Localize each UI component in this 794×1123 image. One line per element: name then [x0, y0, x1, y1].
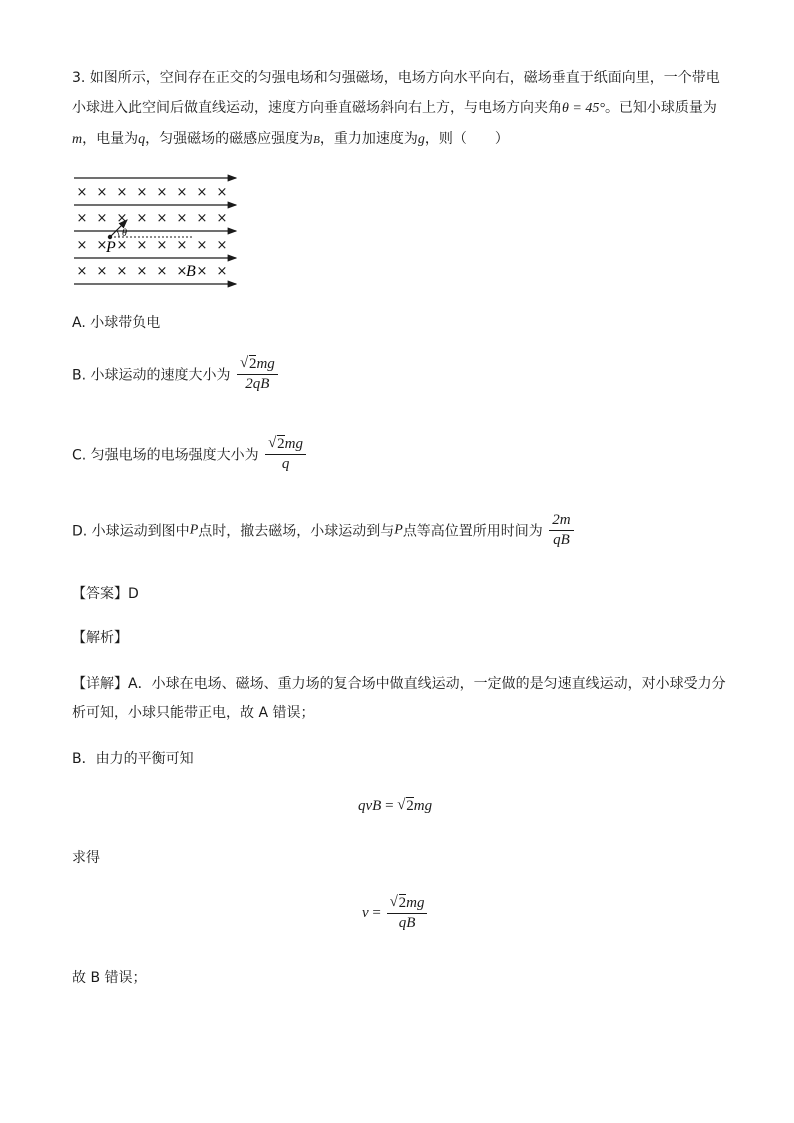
cross-mark: ×: [116, 211, 128, 226]
solve-label: 求得: [72, 850, 100, 866]
question-line-1: 3. 如图所示，空间存在正交的匀强电场和匀强磁场，电场方向水平向右，磁场垂直于纸面向里，一个带电: [72, 70, 720, 86]
cross-mark: ×: [136, 264, 148, 279]
analysis-b-line: B．由力的平衡可知: [72, 751, 194, 767]
equation-force-balance: qvB = √ 2mg: [358, 797, 433, 814]
cross-mark: ×: [196, 211, 208, 226]
option-b-denominator: 2qB: [245, 376, 270, 392]
answer-row: [72, 584, 139, 604]
analysis-detail-1: 【详解】A．小球在电场、磁场、重力场的复合场中做直线运动，一定做的是匀速直线运动，对小球受力分: [72, 676, 726, 692]
question-line-3: m，电量为q，匀强磁场的磁感应强度为B，重力加速度为g，则（ ）: [72, 131, 509, 147]
cross-mark: ×: [156, 211, 168, 226]
field-diagram: [70, 170, 242, 294]
option-b-fraction: √ 2mg 2qB: [237, 356, 278, 393]
cross-mark: ×: [216, 185, 228, 200]
cross-mark: ×: [96, 238, 108, 253]
cross-mark: ×: [216, 264, 228, 279]
cross-mark: ×: [156, 264, 168, 279]
option-c-fraction: √ 2mg q: [265, 436, 306, 473]
equation-velocity: v = √ 2mg qB: [362, 895, 429, 932]
analysis-label: 【解析】: [72, 630, 128, 646]
option-d-fraction: [549, 512, 573, 549]
option-d-denominator: qB: [553, 532, 570, 548]
analysis-detail-2: 析可知，小球只能带正电，故 A 错误；: [72, 705, 315, 721]
cross-mark: ×: [136, 211, 148, 226]
option-b: B. 小球运动的速度大小为 √ 2mg 2qB: [72, 356, 280, 393]
field-b-label: B: [186, 263, 196, 280]
cross-mark: ×: [96, 211, 108, 226]
point-p-label: P: [106, 239, 116, 256]
cross-mark: ×: [216, 211, 228, 226]
cross-mark: ×: [76, 211, 88, 226]
question-line-2: 小球进入此空间后做直线运动，速度方向垂直磁场斜向右上方，与电场方向夹角θ = 45°。已知小球质量为: [72, 100, 717, 116]
cross-mark: ×: [196, 264, 208, 279]
cross-mark: ×: [156, 185, 168, 200]
cross-mark: ×: [176, 238, 188, 253]
eq2-fraction: √ 2mg qB: [387, 895, 428, 932]
cross-mark: ×: [196, 238, 208, 253]
cross-mark: ×: [76, 185, 88, 200]
cross-mark: ×: [116, 264, 128, 279]
option-b-root: 2: [248, 356, 257, 372]
cross-mark: ×: [176, 264, 188, 279]
cross-mark: ×: [176, 211, 188, 226]
cross-mark: ×: [136, 238, 148, 253]
cross-mark: ×: [216, 238, 228, 253]
theta-expression: θ = 45°: [562, 101, 605, 116]
cross-mark: ×: [96, 264, 108, 279]
option-c: C. 匀强电场的电场强度大小为 √ 2mg q: [72, 436, 308, 473]
magnetic-field-crosses: [77, 185, 228, 279]
option-d: D. 小球运动到图中P点时，撤去磁场，小球运动到与P点等高位置所用时间为 $\frac{2m}{qB}$: [72, 512, 576, 549]
option-c-denominator: q: [281, 456, 290, 472]
conclusion: 故 B 错误；: [72, 970, 147, 986]
cross-mark: ×: [176, 185, 188, 200]
cross-mark: ×: [116, 185, 128, 200]
option-d-numerator: 2m: [549, 512, 573, 531]
answer-label: 【答案】: [72, 586, 128, 602]
cross-mark: ×: [96, 185, 108, 200]
cross-mark: ×: [136, 185, 148, 200]
answer-value: D: [128, 586, 139, 602]
cross-mark: ×: [156, 238, 168, 253]
cross-mark: ×: [196, 185, 208, 200]
cross-mark: ×: [76, 238, 88, 253]
angle-label: θ: [122, 228, 127, 239]
option-a: A. 小球带负电: [72, 315, 161, 331]
cross-mark: ×: [116, 238, 128, 253]
cross-mark: ×: [76, 264, 88, 279]
